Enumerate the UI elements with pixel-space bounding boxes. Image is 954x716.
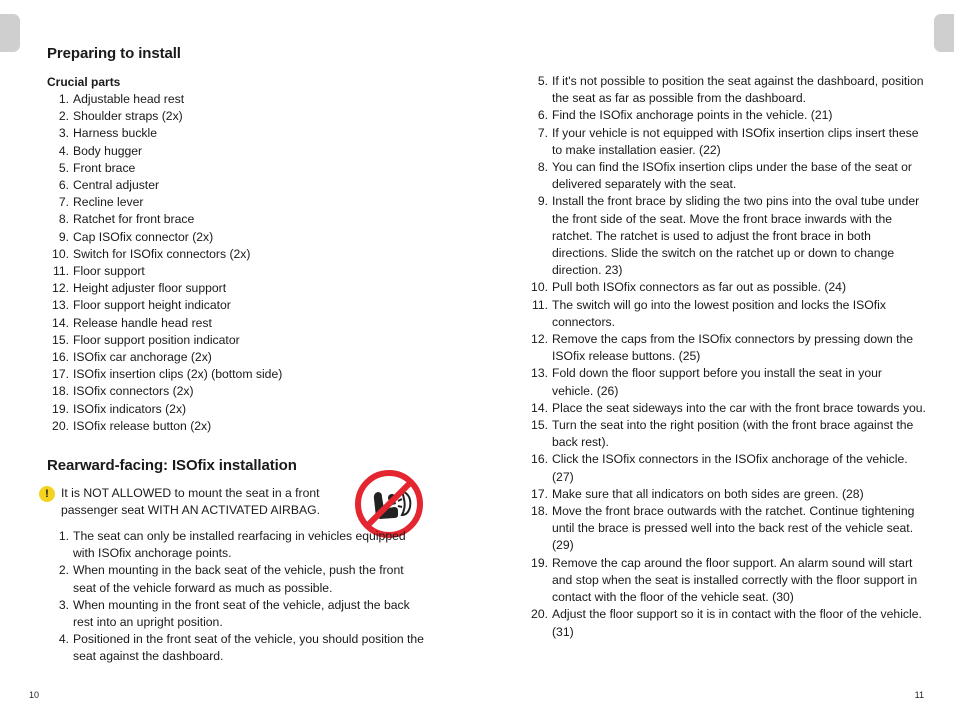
list-number: 20. [52,418,69,433]
part-item [47,332,417,349]
step-item [526,193,926,279]
list-number: 10. [531,280,548,295]
list-number: 19. [52,401,69,416]
part-item [47,177,417,194]
left-page [45,44,424,664]
list-text: Body hugger [73,143,143,158]
list-number: 7. [58,195,69,210]
list-number: 5. [537,74,548,88]
page-title: Preparing to install [47,45,181,62]
list-number: 2. [58,563,69,578]
step-item [526,417,926,451]
step-item [526,73,926,107]
list-number: 17. [531,486,548,501]
list-number: 6. [537,108,548,123]
list-number: 9. [537,194,548,209]
list-number: 20. [531,607,548,622]
page-number-right: 11 [914,690,924,700]
part-item [47,401,417,418]
list-number: 17. [52,367,69,382]
list-number: 1. [58,92,69,106]
list-text: ISOfix indicators (2x) [73,401,187,416]
list-number: 11. [531,297,548,312]
list-number: 2. [58,109,69,124]
step-item [526,125,926,159]
part-item [47,143,417,160]
airbag-warning [39,485,349,519]
list-text: Click the ISOfix connectors in the ISOfix anchorage of the vehicle. (27) [552,452,908,484]
list-text: Front brace [73,160,136,175]
step-item [526,486,926,503]
list-number: 3. [58,597,69,612]
step-item [526,107,926,124]
step-item [526,297,926,331]
step-item [526,279,926,296]
list-number: 13. [531,366,548,381]
list-number: 15. [52,332,69,347]
parts-heading: Crucial parts [47,75,121,89]
list-number: 3. [58,126,69,141]
warning-text: It is NOT ALLOWED to mount the seat in a front passenger seat WITH AN ACTIVATED AIRBAG. [61,486,320,518]
step-item [526,451,926,485]
list-text: Recline lever [73,195,144,210]
step-item [526,159,926,193]
part-item [47,366,417,383]
list-text: Remove the caps from the ISOfix connectors by pressing down the ISOfix release buttons. (25) [552,332,914,364]
list-number: 6. [58,178,69,193]
list-number: 18. [52,384,69,399]
list-text: The seat can only be installed rearfacing in vehicles equipped with ISOfix anchorage points. [73,529,406,561]
list-text: The switch will go into the lowest position and locks the ISOfix connectors. [552,297,886,329]
exclamation-icon: ! [39,486,55,502]
page-tab-left [0,14,20,52]
list-text: Place the seat sideways into the car with the front brace towards you. [552,400,926,415]
part-item [47,349,417,366]
list-text: Floor support position indicator [73,332,240,347]
list-number: 8. [58,212,69,227]
list-number: 19. [531,555,548,570]
list-text: If it's not possible to position the seat against the dashboard, position the seat as far as possible from the dashboard. [552,74,924,106]
step-item [526,503,926,555]
step-item [47,631,427,665]
list-number: 16. [531,452,548,467]
step-item [526,365,926,399]
step-item [47,528,427,562]
part-item [47,211,417,228]
part-item [47,229,417,246]
list-text: ISOfix connectors (2x) [73,384,194,399]
list-number: 4. [58,143,69,158]
list-text: Floor support [73,264,145,279]
list-text: When mounting in the back seat of the vehicle, push the front seat of the vehicle forward as much as possible. [73,563,404,595]
list-text: Ratchet for front brace [73,212,195,227]
list-text: Remove the cap around the floor support. An alarm sound will start and stop when the seat is installed correctly with the floor support in contact with the floor of the vehicle seat. (30) [552,555,918,605]
list-number: 10. [52,246,69,261]
part-item [47,91,417,108]
list-number: 12. [52,281,69,296]
installation-steps-right [526,73,926,641]
list-text: Fold down the floor support before you install the seat in your vehicle. (26) [552,366,882,398]
step-item [526,331,926,365]
installation-steps-left [47,528,427,666]
list-text: Cap ISOfix connector (2x) [73,229,214,244]
right-page [526,73,926,641]
list-text: You can find the ISOfix insertion clips under the base of the seat or delivered separately with the seat. [552,160,912,192]
list-number: 4. [58,632,69,647]
list-text: ISOfix insertion clips (2x) (bottom side) [73,367,283,382]
list-number: 1. [58,529,69,543]
part-item [47,194,417,211]
list-text: Pull both ISOfix connectors as far out as possible. (24) [552,280,846,295]
step-item [526,555,926,607]
part-item [47,125,417,142]
part-item [47,108,417,125]
list-text: When mounting in the front seat of the vehicle, adjust the back rest into an upright position. [73,597,410,630]
list-text: Harness buckle [73,126,157,141]
list-number: 13. [52,298,69,313]
list-text: ISOfix car anchorage (2x) [73,350,212,365]
list-number: 12. [531,332,548,347]
list-text: Find the ISOfix anchorage points in the vehicle. (21) [552,108,833,123]
list-text: Positioned in the front seat of the vehicle, you should position the seat against the dashboard. [73,632,424,664]
list-text: Height adjuster floor support [73,281,227,296]
part-item [47,263,417,280]
part-item [47,383,417,400]
list-number: 7. [537,125,548,140]
step-item [47,597,427,631]
list-number: 18. [531,504,548,519]
list-text: Shoulder straps (2x) [73,109,183,124]
part-item [47,418,417,435]
part-item [47,160,417,177]
list-number: 15. [531,418,548,433]
part-item [47,315,417,332]
list-text: Central adjuster [73,178,160,193]
list-text: Make sure that all indicators on both sides are green. (28) [552,486,864,501]
list-text: Install the front brace by sliding the two pins into the oval tube under the front side of the seat. Move the front brace inwards with the ratchet. The ratchet is used to adjust the front brace in both directions. Slide the switch on the ratchet up or down to change direction. 23) [552,194,920,278]
list-number: 9. [58,229,69,244]
step-item [526,606,926,640]
list-number: 5. [58,160,69,175]
list-text: Adjust the floor support so it is in contact with the floor of the vehicle. (31) [552,607,922,639]
list-text: Switch for ISOfix connectors (2x) [73,246,251,261]
part-item [47,246,417,263]
list-number: 11. [52,264,69,279]
step-item [526,400,926,417]
page-tab-right [934,14,954,52]
part-item [47,297,417,314]
parts-list [47,91,417,435]
list-text: Move the front brace outwards with the ratchet. Continue tightening until the brace is pressed well into the back rest of the vehicle seat. (29) [552,504,915,553]
list-text: ISOfix release button (2x) [73,418,212,433]
list-number: 14. [531,400,548,415]
list-text: Floor support height indicator [73,298,231,313]
step-item [47,562,427,596]
list-number: 14. [52,315,69,330]
list-text: If your vehicle is not equipped with ISOfix insertion clips insert these to make installation easier. (22) [552,125,919,157]
list-text: Adjustable head rest [73,92,185,106]
section-title: Rearward-facing: ISOfix installation [47,457,297,474]
list-number: 8. [537,160,548,175]
list-text: Release handle head rest [73,315,212,330]
page-number-left: 10 [29,690,40,700]
part-item [47,280,417,297]
list-text: Turn the seat into the right position (with the front brace against the back rest). [552,418,914,450]
list-number: 16. [52,350,69,365]
